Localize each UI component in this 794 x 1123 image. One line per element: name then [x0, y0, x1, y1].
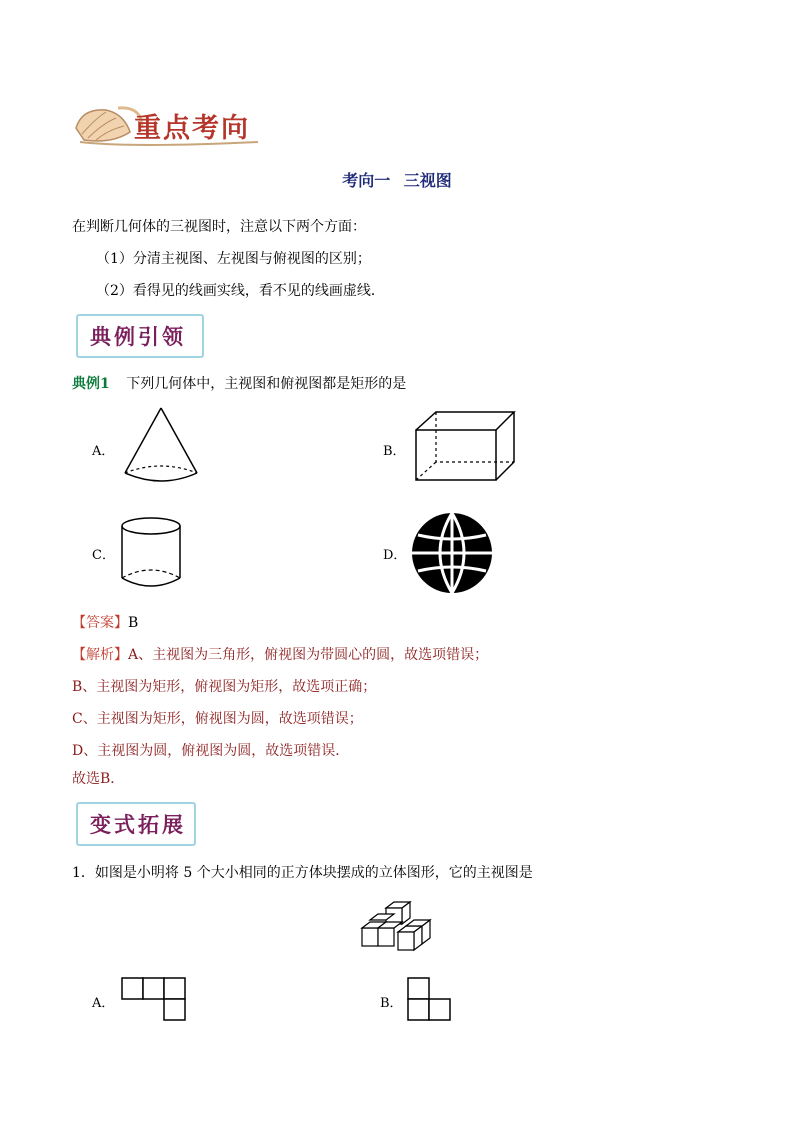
analysis-label: 【解析】 [72, 647, 128, 663]
cube-stack-figure [360, 900, 436, 956]
tag-variant [76, 802, 196, 846]
analysis-text-1: A、主视图为三角形，俯视图为带圆心的圆，故选项错误； [128, 647, 489, 663]
exercise-option-a-label[interactable]: A． [92, 996, 115, 1011]
example-question [72, 373, 406, 393]
option-c-label[interactable]: C． [92, 548, 115, 563]
option-b-label[interactable]: B． [383, 444, 406, 459]
front-view-b-icon[interactable] [406, 976, 454, 1022]
tag-variant-label: 变式拓展 [90, 812, 186, 837]
answer-label: 【答案】 [72, 615, 128, 631]
analysis-line-2: B、主视图为矩形，俯视图为矩形，故选项正确； [72, 679, 377, 695]
analysis-conclusion: 故选B． [72, 771, 125, 787]
sphere-icon[interactable] [410, 511, 494, 595]
tag-example [76, 314, 204, 358]
section-title-part1: 考向一 [342, 171, 391, 190]
intro-line-3: （2）看得见的线画实线，看不见的线画虚线． [96, 283, 385, 299]
intro-line-1: 在判断几何体的三视图时，注意以下两个方面： [72, 219, 366, 235]
cuboid-icon[interactable] [412, 408, 518, 484]
banner-title: 重点考向 [134, 113, 250, 144]
analysis-line-3: C、主视图为矩形，俯视图为圆，故选项错误； [72, 711, 363, 727]
cone-icon[interactable] [118, 405, 204, 485]
intro-line-2: （1）分清主视图、左视图与俯视图的区别； [96, 251, 371, 267]
option-a-label[interactable]: A． [92, 444, 115, 459]
analysis-line-1 [72, 644, 488, 664]
analysis-line-4: D、主视图为圆，俯视图为圆，故选项错误． [72, 743, 350, 759]
example-label: 典例1 [72, 376, 110, 392]
section-banner [72, 98, 262, 150]
answer-value: B [128, 615, 139, 631]
cylinder-icon[interactable] [118, 514, 184, 590]
section-title [0, 168, 794, 191]
tag-example-label: 典例引领 [90, 324, 186, 349]
option-d-label[interactable]: D． [383, 548, 407, 563]
answer-line [72, 612, 138, 632]
exercise-option-b-label[interactable]: B． [380, 996, 403, 1011]
exercise-question: 1．如图是小明将 5 个大小相同的正方体块摆成的立体图形，它的主视图是 [72, 865, 533, 881]
section-title-part2: 三视图 [403, 171, 452, 190]
front-view-a-icon[interactable] [120, 976, 188, 1022]
example-question-text: 下列几何体中，主视图和俯视图都是矩形的是 [126, 376, 407, 392]
